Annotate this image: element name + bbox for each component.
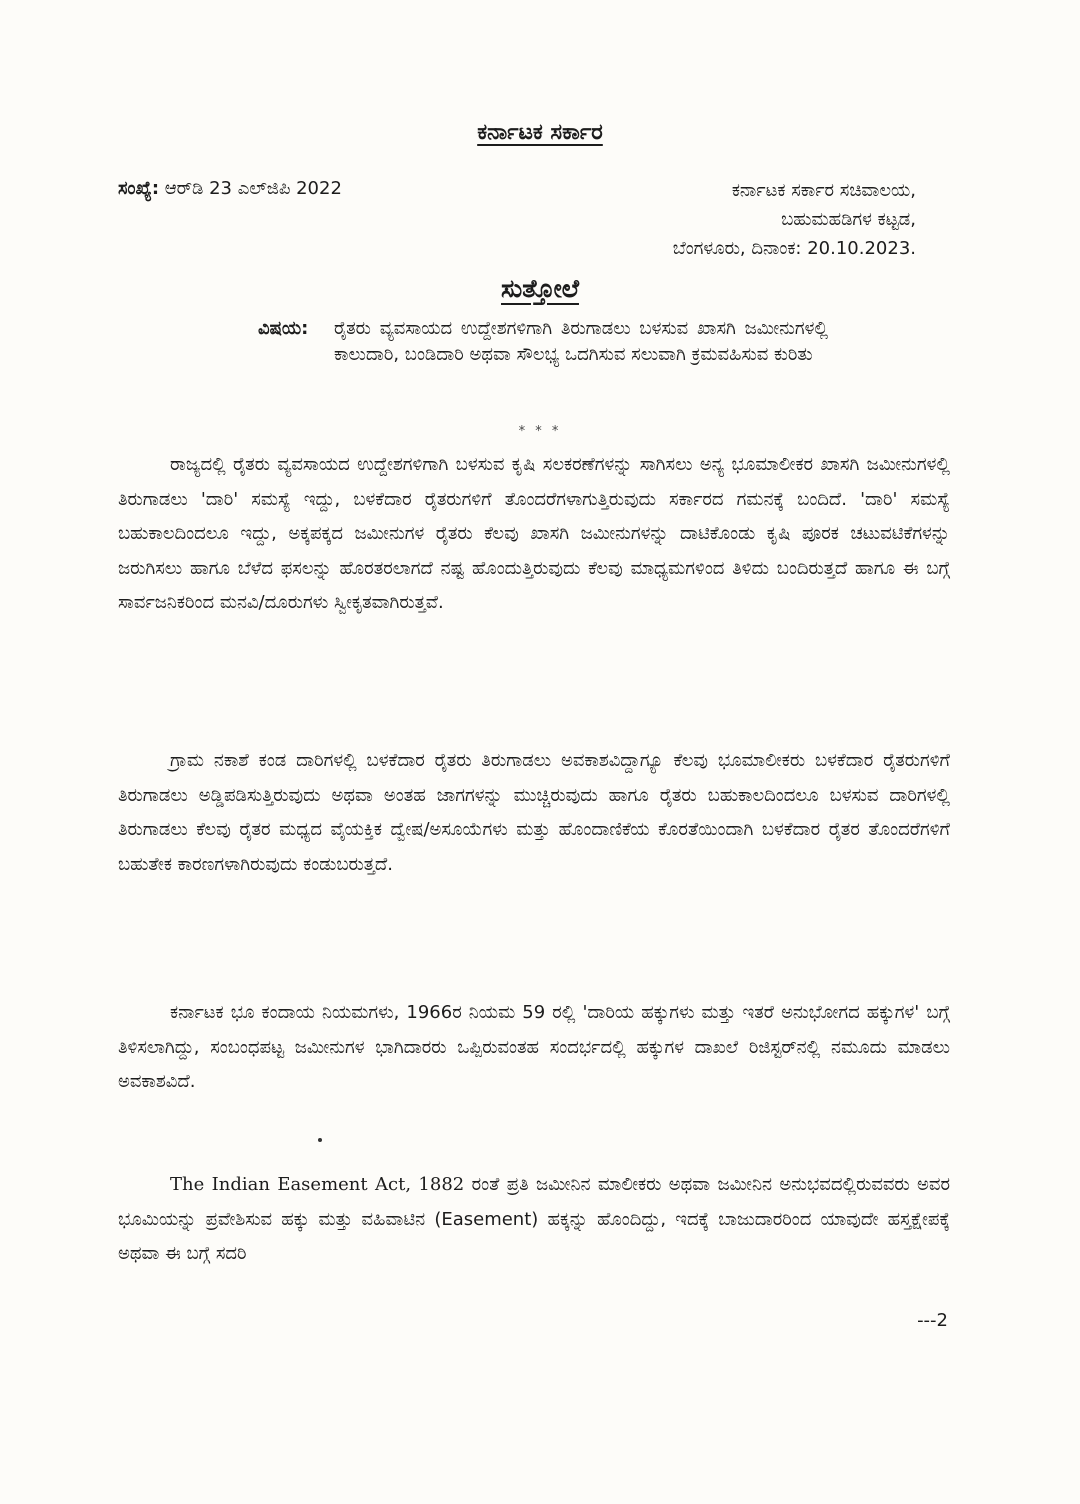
reference-label: ಸಂಖ್ಯೆ: xyxy=(118,178,160,199)
next-page-marker: ---2 xyxy=(917,1310,948,1331)
paragraph-3 xyxy=(118,996,950,1100)
subject-text: ರೈತರು ವ್ಯವಸಾಯದ ಉದ್ದೇಶಗಳಿಗಾಗಿ ತಿರುಗಾಡಲು ಬಳಸುವ ಖಾಸಗಿ ಜಮೀನುಗಳಲ್ಲಿ ಕಾಲುದಾರಿ, ಬಂಡಿದಾರಿ ಅಥವಾ ಸೌಲಭ್ಯ ಒದಗಿಸುವ ಸಲುವಾಗಿ ಕ್ರಮವಹಿಸುವ ಕುರಿತು xyxy=(334,318,828,365)
subject-block xyxy=(258,316,828,368)
paragraph-4 xyxy=(118,1168,950,1272)
act-name: The Indian Easement Act, 1882 xyxy=(170,1174,465,1195)
paragraph-1 xyxy=(118,448,950,621)
paragraph-2 xyxy=(118,744,950,882)
subject-label: ವಿಷಯ: xyxy=(258,318,309,339)
separator-stars: * * * xyxy=(518,424,562,439)
reference-number xyxy=(118,178,342,199)
address-line: ಕರ್ನಾಟಕ ಸರ್ಕಾರ ಸಚಿವಾಲಯ, xyxy=(731,180,916,201)
stray-dot xyxy=(318,1138,322,1142)
paragraph-text: ಗ್ರಾಮ ನಕಾಶೆ ಕಂಡ ದಾರಿಗಳಲ್ಲಿ ಬಳಕೆದಾರ ರೈತರು ತಿರುಗಾಡಲು ಅವಕಾಶವಿದ್ದಾಗ್ಯೂ ಕೆಲವು ಭೂಮಾಲೀಕರು ಬಳಕೆದಾರ ರೈತರುಗಳಿಗೆ ತಿರುಗಾಡಲು ಅಡ್ಡಿಪಡಿಸುತ್ತಿರುವುದು ಅಥವಾ ಅಂತಹ ಜಾಗಗಳನ್ನು ಮುಚ್ಚಿರುವುದು ಹಾಗೂ ರೈತರು ಬಹುಕಾಲದಿಂದಲೂ ಬಳಸುವ ದಾರಿಗಳಲ್ಲಿ ತಿರುಗಾಡಲು ಕೆಲವು ರೈತರ ಮಧ್ಯದ ವೈಯಕ್ತಿಕ ದ್ವೇಷ/ಅಸೂಯೆಗಳು ಮತ್ತು ಹೊಂದಾಣಿಕೆಯ ಕೊರತೆಯಿಂದಾಗಿ ಬಳಕೆದಾರ ರೈತರ ತೊಂದರೆಗಳಿಗೆ ಬಹುತೇಕ ಕಾರಣಗಳಾಗಿರುವುದು ಕಂಡುಬರುತ್ತದೆ. xyxy=(118,750,950,875)
address-line: ಬಹುಮಹಡಿಗಳ ಕಟ್ಟಡ, xyxy=(781,209,916,230)
office-address xyxy=(556,176,916,263)
address-date-line: ಬೆಂಗಳೂರು, ದಿನಾಂಕ: 20.10.2023. xyxy=(672,238,916,259)
paragraph-text: ರಾಜ್ಯದಲ್ಲಿ ರೈತರು ವ್ಯವಸಾಯದ ಉದ್ದೇಶಗಳಿಗಾಗಿ ಬಳಸುವ ಕೃಷಿ ಸಲಕರಣೆಗಳನ್ನು ಸಾಗಿಸಲು ಅನ್ಯ ಭೂಮಾಲೀಕರ ಖಾಸಗಿ ಜಮೀನುಗಳಲ್ಲಿ ತಿರುಗಾಡಲು 'ದಾರಿ' ಸಮಸ್ಯೆ ಇದ್ದು, ಬಳಕೆದಾರ ರೈತರುಗಳಿಗೆ ತೊಂದರೆಗಳಾಗುತ್ತಿರುವುದು ಸರ್ಕಾರದ ಗಮನಕ್ಕೆ ಬಂದಿದೆ. 'ದಾರಿ' ಸಮಸ್ಯೆ ಬಹುಕಾಲದಿಂದಲೂ ಇದ್ದು, ಅಕ್ಕಪಕ್ಕದ ಜಮೀನುಗಳ ರೈತರು ಕೆಲವು ಖಾಸಗಿ ಜಮೀನುಗಳನ್ನು ದಾಟಿಕೊಂಡು ಕೃಷಿ ಪೂರಕ ಚಟುವಟಿಕೆಗಳನ್ನು ಜರುಗಿಸಲು ಹಾಗೂ ಬೆಳೆದ ಫಸಲನ್ನು ಹೊರತರಲಾಗದೆ ನಷ್ಟ ಹೊಂದುತ್ತಿರುವುದು ಕೆಲವು ಮಾಧ್ಯಮಗಳಿಂದ ತಿಳಿದು ಬಂದಿರುತ್ತದೆ ಹಾಗೂ ಈ ಬಗ್ಗೆ ಸಾರ್ವಜನಿಕರಿಂದ ಮನವಿ/ದೂರುಗಳು ಸ್ವೀಕೃತವಾಗಿರುತ್ತವೆ. xyxy=(118,454,950,613)
circular-title: ಸುತ್ತೋಲೆ xyxy=(501,274,579,303)
paragraph-text xyxy=(118,1168,950,1272)
paragraph-continuation: ರಂತೆ ಪ್ರತಿ ಜಮೀನಿನ ಮಾಲೀಕರು ಅಥವಾ ಜಮೀನಿನ ಅನುಭವದಲ್ಲಿರುವವರು ಅವರ ಭೂಮಿಯನ್ನು ಪ್ರವೇಶಿಸುವ ಹಕ್ಕು ಮತ್ತು ವಹಿವಾಟಿನ (Easement) ಹಕ್ಕನ್ನು ಹೊಂದಿದ್ದು, ಇದಕ್ಕೆ ಬಾಜುದಾರರಿಂದ ಯಾವುದೇ ಹಸ್ತಕ್ಷೇಪಕ್ಕೆ ಅಥವಾ ಈ ಬಗ್ಗೆ ಸದರಿ xyxy=(118,1174,950,1264)
paragraph-text: ಕರ್ನಾಟಕ ಭೂ ಕಂದಾಯ ನಿಯಮಗಳು, 1966ರ ನಿಯಮ 59 ರಲ್ಲಿ 'ದಾರಿಯ ಹಕ್ಕುಗಳು ಮತ್ತು ಇತರೆ ಅನುಭೋಗದ ಹಕ್ಕುಗಳ' ಬಗ್ಗೆ ತಿಳಿಸಲಾಗಿದ್ದು, ಸಂಬಂಧಪಟ್ಟ ಜಮೀನುಗಳ ಭಾಗಿದಾರರು ಒಪ್ಪಿರುವಂತಹ ಸಂದರ್ಭದಲ್ಲಿ ಹಕ್ಕುಗಳ ದಾಖಲೆ ರಿಜಿಸ್ಟರ್‌ನಲ್ಲಿ ನಮೂದು ಮಾಡಲು ಅವಕಾಶವಿದೆ. xyxy=(118,1002,950,1092)
reference-value: ಆರ್‌ಡಿ 23 ಎಲ್‌ಜಿಪಿ 2022 xyxy=(159,178,342,199)
government-title: ಕರ್ನಾಟಕ ಸರ್ಕಾರ xyxy=(477,120,603,145)
